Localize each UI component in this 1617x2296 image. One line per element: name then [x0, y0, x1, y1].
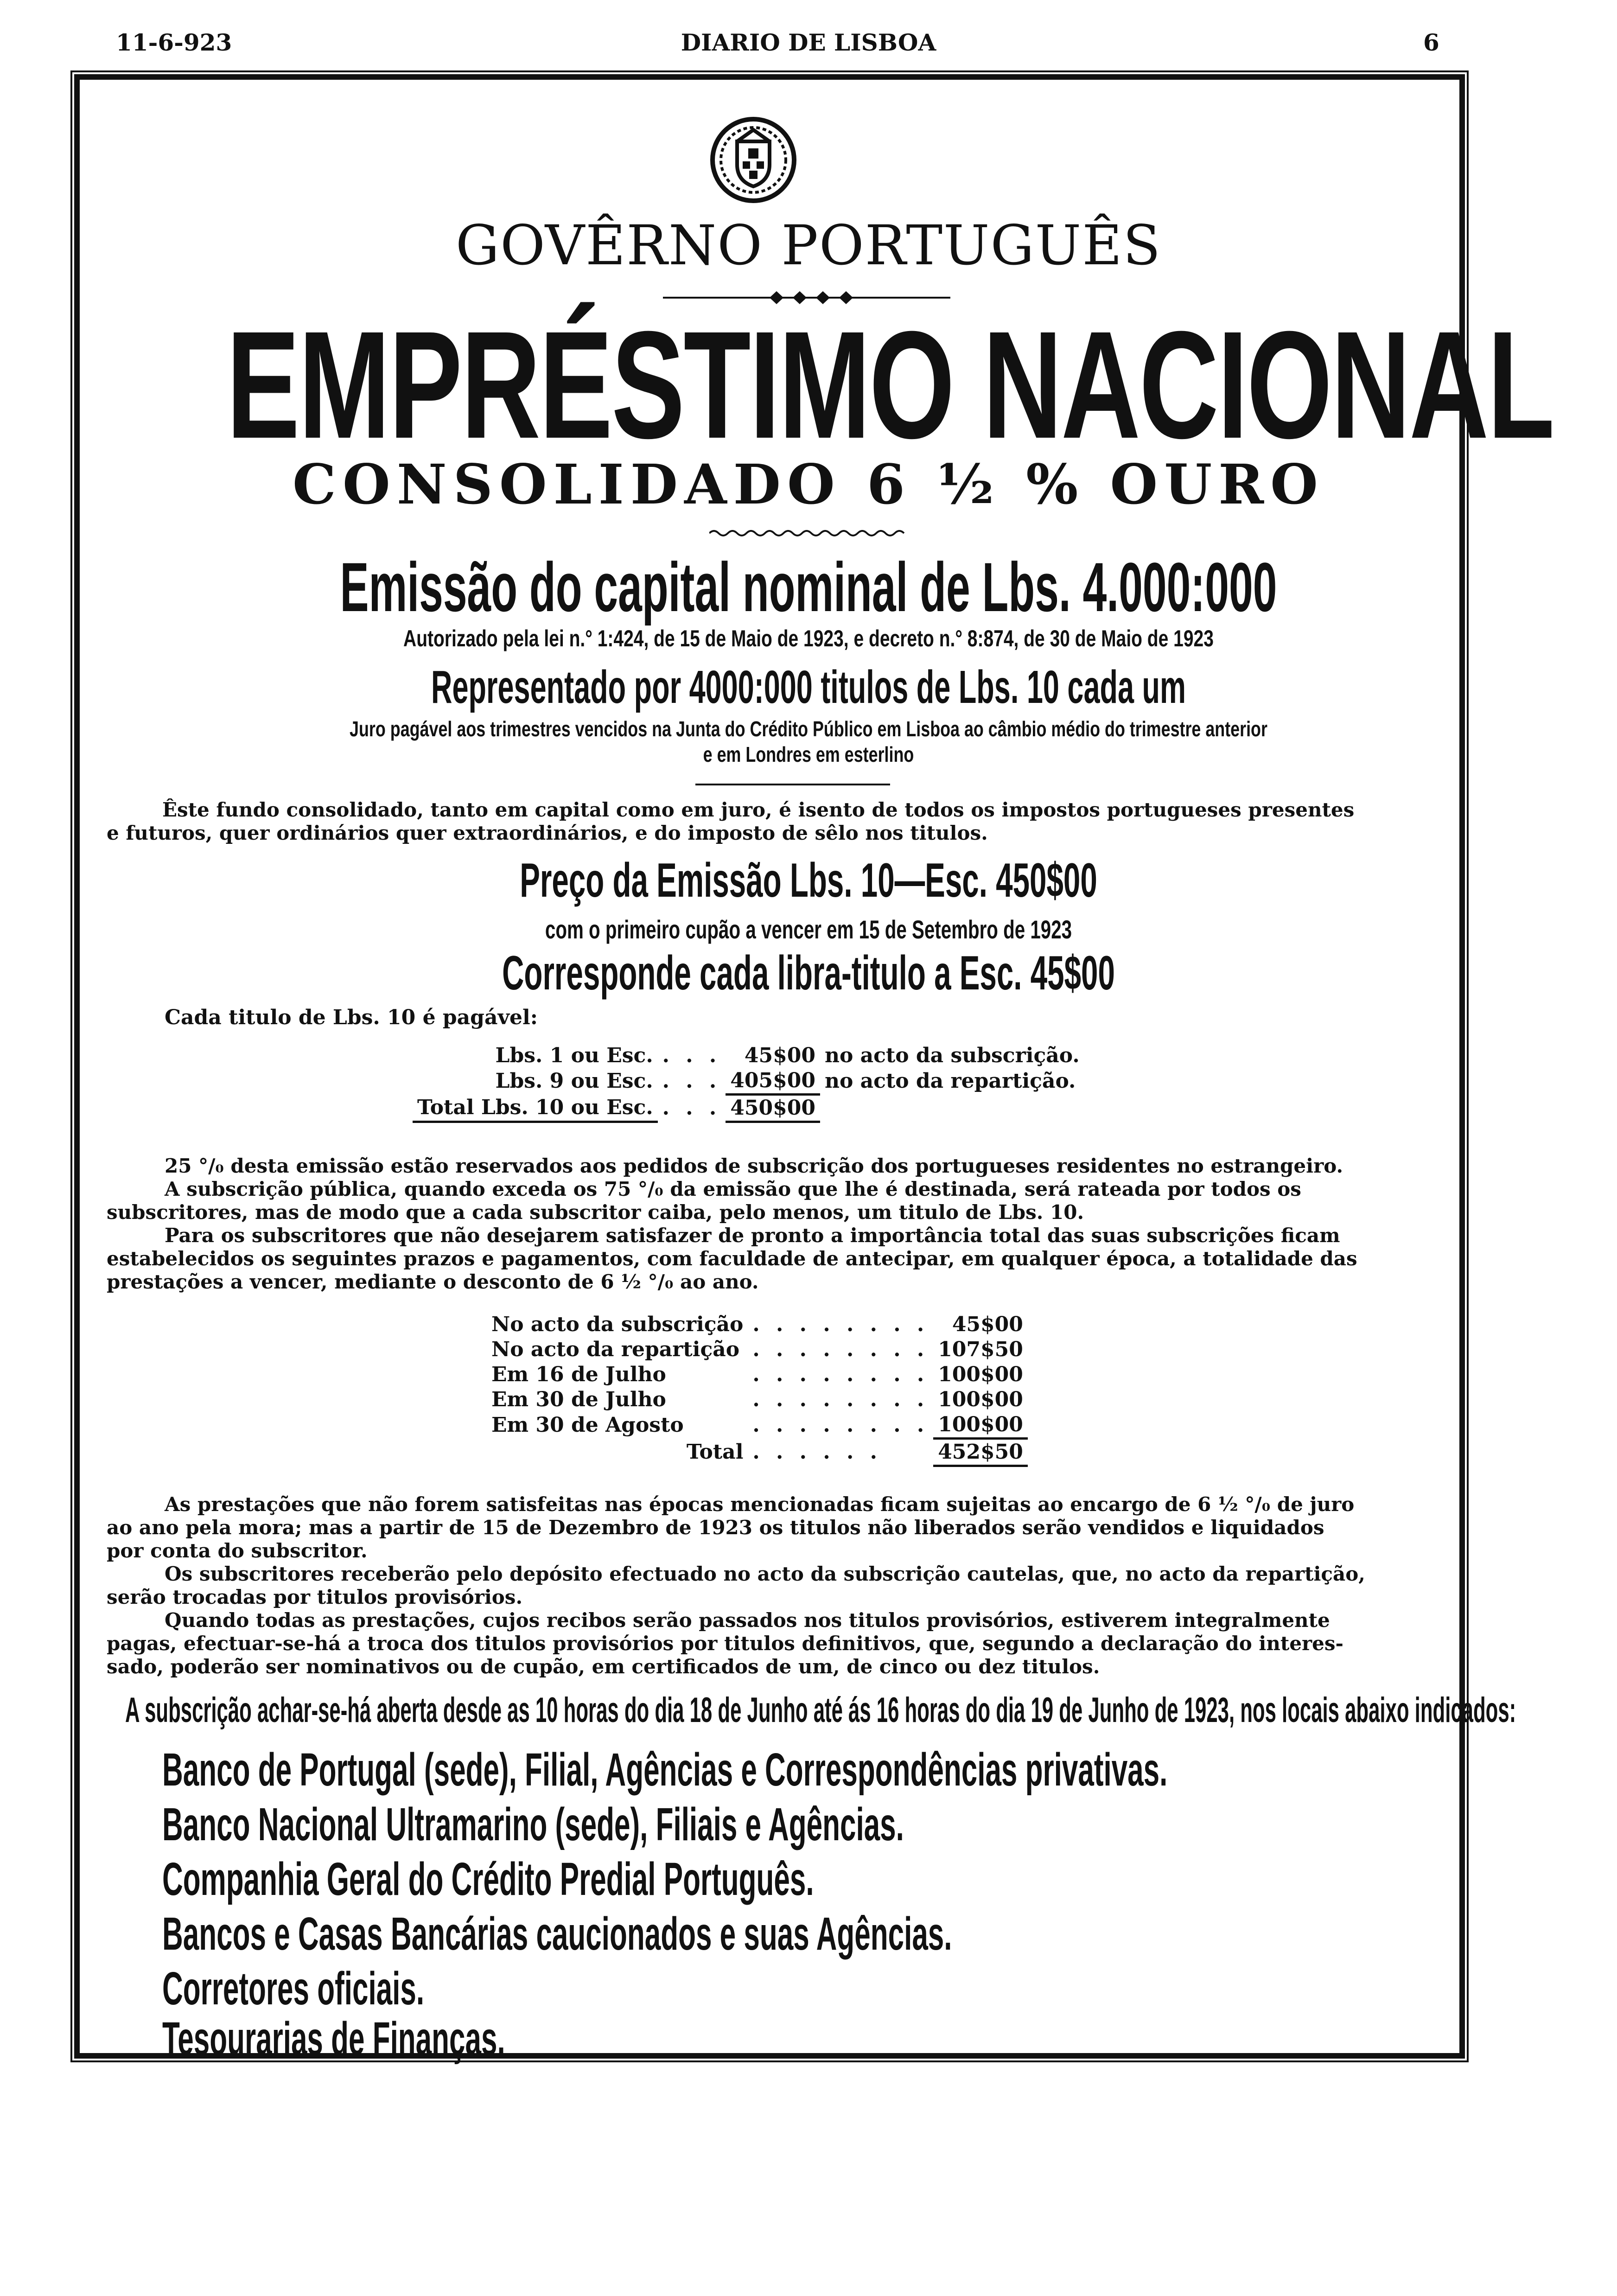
- open-notice: A subscrição achar-se-há aberta desde as 10 horas do dia 18 de Junho até ás 16 horas do dia 19 de Junho de 1923, nos locais abaixo indicados:: [125, 1690, 1516, 1730]
- coupon-line: com o primeiro cupão a vencer em 15 de Setembro de 1923: [545, 915, 1072, 944]
- payable-value: 45$00: [744, 1044, 815, 1067]
- wavy-divider-icon: [709, 526, 909, 540]
- late-line-1: As prestações que não forem satisfeitas nas épocas mencionadas ficam sujeitas ao encargo de 6 ½ °/₀ de juro: [165, 1493, 1355, 1516]
- authorization-line: Autorizado pela lei n.° 1:424, de 15 de Maio de 1923, e decreto n.° 8:874, de 30 de Maio de 1923: [403, 625, 1214, 651]
- schedule-total: 452$50: [933, 1439, 1028, 1466]
- instalment-line-2: estabelecidos os seguintes prazos e pagamentos, com faculdade de antecipar, em qualquer época, a totalidade das: [107, 1247, 1357, 1270]
- receipt-line-1: Os subscritores receberão pelo depósito efectuado no acto da subscrição cautelas, que, no acto da repartição,: [165, 1563, 1365, 1585]
- instalment-line-3: prestações a vencer, mediante o desconto de 6 ½ °/₀ ao ano.: [107, 1270, 759, 1293]
- location-3: Companhia Geral do Crédito Predial Português.: [162, 1853, 814, 1905]
- price-line: Preço da Emissão Lbs. 10—Esc. 450$00: [520, 854, 1097, 907]
- location-6: Tesourarias de Finanças.: [162, 2013, 505, 2065]
- final-line-3: sado, poderão ser nominativos ou de cupão, em certificados de um, de cinco ou dez titulos.: [107, 1655, 1100, 1678]
- late-line-2: ao ano pela mora; mas a partir de 15 de Dezembro de 1923 os titulos não liberados serão vendidos e liquidados: [107, 1516, 1324, 1539]
- government-title: GOVÊRNO PORTUGUÊS: [455, 213, 1162, 277]
- payable-table: [413, 1043, 1084, 1123]
- payable-note: no acto da repartição.: [824, 1069, 1076, 1093]
- page-number: 6: [1423, 29, 1439, 56]
- location-2: Banco Nacional Ultramarino (sede), Filiais e Agências.: [162, 1799, 904, 1850]
- represented-line: Representado por 4000:000 titulos de Lbs. 10 cada um: [431, 661, 1186, 713]
- public-line-1: A subscrição pública, quando exceda os 75 °/₀ da emissão que lhe é destinada, será rateada por todos os: [165, 1178, 1301, 1200]
- schedule-table: [487, 1312, 1028, 1467]
- issue-date: 11-6-923: [116, 29, 232, 56]
- schedule-label: No acto da subscrição: [491, 1313, 744, 1336]
- final-line-2: pagas, efectuar-se-há a troca dos titulos provisórios por titulos definitivos, que, segundo a declaração do interes-: [107, 1632, 1343, 1655]
- table-row: Total Lbs. 10 ou Esc. . . . 450$00: [413, 1095, 1084, 1122]
- payable-label: Total Lbs. 10 ou Esc.: [413, 1095, 658, 1122]
- final-line-1: Quando todas as prestações, cujos recibos serão passados nos titulos provisórios, estiverem integralmente: [165, 1609, 1330, 1632]
- coat-of-arms-icon: [709, 116, 797, 204]
- table-row: No acto da subscrição . . . . . . . . 45$00: [487, 1312, 1028, 1337]
- interest-line-1: Juro pagável aos trimestres vencidos na Junta do Crédito Público em Lisboa ao câmbio médio do trimestre anterior: [350, 717, 1267, 741]
- schedule-value: 100$00: [938, 1363, 1023, 1386]
- table-row: Total . . . . . . 452$50: [487, 1439, 1028, 1466]
- schedule-value: 45$00: [952, 1313, 1023, 1336]
- instalment-line-1: Para os subscritores que não desejarem satisfazer de pronto a importância total das suas subscrições ficam: [165, 1224, 1340, 1247]
- schedule-label: Em 16 de Julho: [491, 1363, 666, 1386]
- exempt-line-2: e futuros, quer ordinários quer extraordinários, e do imposto de sêlo nos titulos.: [107, 822, 988, 844]
- payable-label: Lbs. 1 ou Esc.: [495, 1044, 653, 1067]
- table-row: Em 30 de Julho . . . . . . . . 100$00: [487, 1387, 1028, 1412]
- schedule-label: No acto da repartição: [491, 1338, 740, 1361]
- table-row: Em 16 de Julho . . . . . . . . 100$00: [487, 1362, 1028, 1387]
- payable-intro: Cada titulo de Lbs. 10 é pagável:: [165, 1006, 538, 1029]
- payable-value: 405$00: [726, 1068, 820, 1095]
- newspaper-name: DIARIO DE LISBOA: [681, 29, 936, 56]
- emission-line: Emissão do capital nominal de Lbs. 4.000:000: [340, 548, 1277, 626]
- location-4: Bancos e Casas Bancárias caucionados e suas Agências.: [162, 1908, 952, 1960]
- schedule-total-label: Total: [686, 1440, 744, 1464]
- headline: EMPRÉSTIMO NACIONAL: [226, 299, 1553, 470]
- divider: [695, 784, 890, 785]
- schedule-label: Em 30 de Agosto: [491, 1413, 684, 1437]
- table-row: No acto da repartição . . . . . . . . 107$50: [487, 1337, 1028, 1362]
- payable-value: 450$00: [726, 1095, 820, 1122]
- public-line-2: subscritores, mas de modo que a cada subscritor caiba, pelo menos, um titulo de Lbs. 10.: [107, 1201, 1084, 1224]
- schedule-value: 100$00: [938, 1388, 1023, 1411]
- location-1: Banco de Portugal (sede), Filial, Agências e Correspondências privativas.: [162, 1744, 1168, 1796]
- payable-label: Lbs. 9 ou Esc.: [495, 1069, 653, 1093]
- interest-line-2: e em Londres em esterlino: [703, 742, 914, 766]
- exempt-line-1: Êste fundo consolidado, tanto em capital como em juro, é isento de todos os impostos portugueses presentes: [162, 798, 1355, 821]
- payable-note: [820, 1095, 1084, 1122]
- per-pound-line: Corresponde cada libra-titulo a Esc. 45$00: [502, 946, 1115, 1000]
- table-row: Lbs. 1 ou Esc. . . . 45$00 no acto da subscrição.: [413, 1043, 1084, 1068]
- late-line-3: por conta do subscritor.: [107, 1539, 368, 1562]
- subheadline: CONSOLIDADO 6 ½ % OURO: [293, 452, 1324, 517]
- location-5: Corretores oficiais.: [162, 1963, 425, 2015]
- table-row: Em 30 de Agosto . . . . . . . . 100$00: [487, 1412, 1028, 1439]
- receipt-line-2: serão trocadas por titulos provisórios.: [107, 1586, 523, 1608]
- reserved-line: 25 °/₀ desta emissão estão reservados aos pedidos de subscrição dos portugueses residentes no estrangeiro.: [165, 1154, 1343, 1177]
- schedule-value: 100$00: [933, 1412, 1028, 1439]
- schedule-value: 107$50: [938, 1338, 1023, 1361]
- schedule-label: Em 30 de Julho: [491, 1388, 666, 1411]
- payable-note: no acto da subscrição.: [824, 1044, 1080, 1067]
- table-row: Lbs. 9 ou Esc. . . . 405$00 no acto da repartição.: [413, 1068, 1084, 1095]
